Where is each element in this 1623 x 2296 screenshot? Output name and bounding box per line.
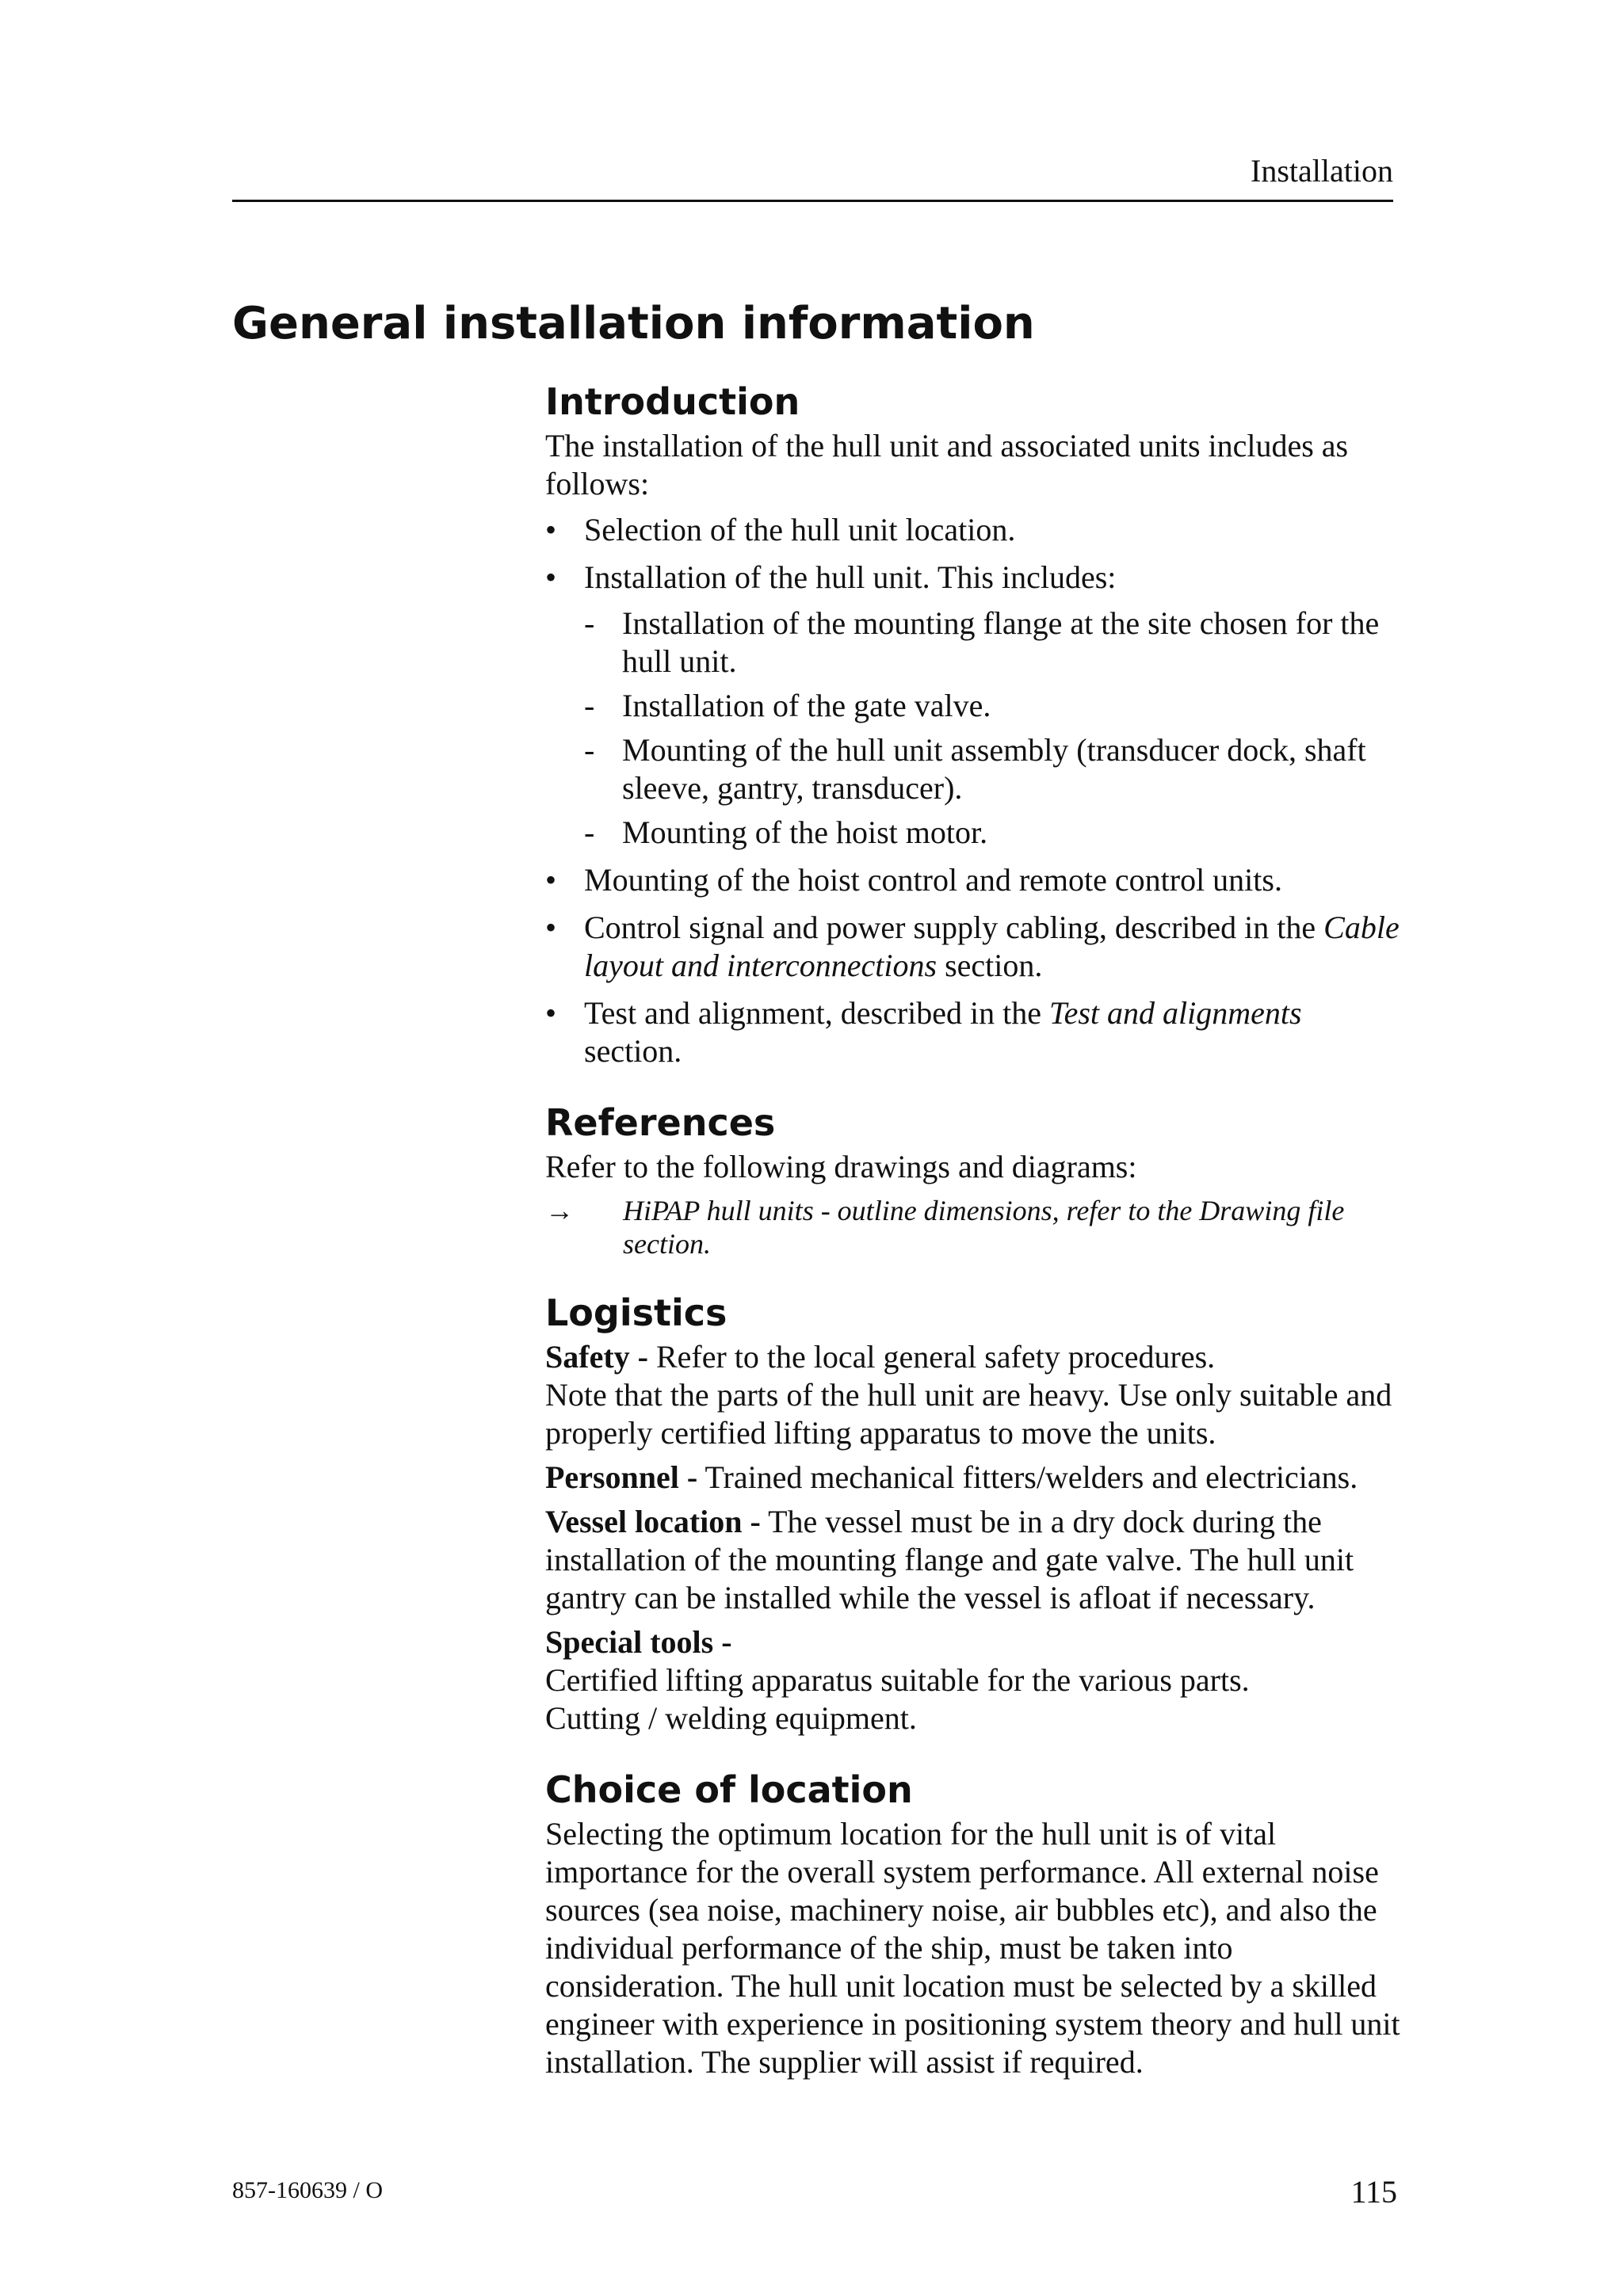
introduction-section (545, 376, 1401, 1070)
chapter-title: General installation information (232, 298, 1035, 349)
dash-icon: - (584, 688, 595, 723)
running-header: Installation (1251, 153, 1393, 189)
safety-note: Note that the parts of the hull unit are heavy. Use only suitable and properly certified lifting apparatus to move the units. (545, 1377, 1392, 1451)
introduction-text: The installation of the hull unit and associated units includes as follows: (545, 428, 1349, 502)
sub-list-item (584, 605, 1401, 681)
sub-list-item (584, 814, 1401, 852)
sub-list-item (584, 687, 1401, 725)
choice-of-location-heading: Choice of location (545, 1768, 913, 1811)
dash-icon: - (584, 732, 595, 768)
arrow-right-icon: → (545, 1195, 574, 1226)
list-item-text: Mounting of the hoist control and remote control units. (584, 862, 1282, 898)
safety-paragraph (545, 1338, 1401, 1376)
introduction-list (545, 511, 1401, 1070)
choice-of-location-section (545, 1764, 1401, 2081)
sub-list-item (584, 731, 1401, 807)
list-item-text-pre: Test and alignment, described in the (584, 995, 1050, 1031)
bullet-icon: • (545, 512, 557, 547)
bullet-icon: • (545, 559, 557, 595)
dash-icon: - (584, 814, 595, 850)
list-item-text: Selection of the hull unit location. (584, 512, 1016, 547)
list-item-text-post: section. (937, 948, 1043, 983)
list-item (545, 994, 1401, 1070)
references-section (545, 1097, 1401, 1261)
logistics-section (545, 1287, 1401, 1737)
introduction-heading: Introduction (545, 380, 800, 423)
personnel-paragraph (545, 1459, 1401, 1497)
list-item-text: Installation of the hull unit. This includes: (584, 559, 1117, 595)
sub-list-item-text: Mounting of the hoist motor. (622, 814, 988, 850)
sub-list-item-text: Installation of the gate valve. (622, 688, 991, 723)
sub-list-item-text: Installation of the mounting flange at the site chosen for the hull unit. (622, 605, 1380, 679)
list-item-text-post: section. (584, 1033, 682, 1069)
dash-icon: - (584, 605, 595, 641)
header-rule (232, 200, 1393, 202)
bullet-icon: • (545, 910, 557, 945)
section-reference: Cable layout and interconnections (584, 910, 1400, 983)
list-item-text-pre: Control signal and power supply cabling, described in the (584, 910, 1324, 945)
sub-list (584, 605, 1401, 852)
list-item (545, 559, 1401, 852)
bullet-icon: • (545, 862, 557, 898)
list-item (545, 909, 1401, 985)
reference-item (545, 1194, 1401, 1261)
references-heading: References (545, 1101, 776, 1144)
logistics-heading: Logistics (545, 1291, 727, 1334)
safety-label: Safety - (545, 1339, 648, 1375)
bullet-icon: • (545, 995, 557, 1031)
list-item (545, 861, 1401, 899)
section-reference: Test and alignments (1049, 995, 1302, 1031)
page-number: 115 (1350, 2174, 1397, 2210)
special-tools-line: Certified lifting apparatus suitable for the various parts. (545, 1662, 1250, 1698)
document-number: 857-160639 / O (232, 2177, 383, 2203)
vessel-location-label: Vessel location - (545, 1504, 761, 1539)
list-item (545, 511, 1401, 549)
sub-list-item-text: Mounting of the hull unit assembly (transducer dock, shaft sleeve, gantry, transducer). (622, 732, 1366, 806)
vessel-location-text: The vessel must be in a dry dock during the installation of the mounting flange and gate valve. The hull unit gantry can be installed while the vessel is afloat if necessary. (545, 1504, 1354, 1615)
choice-of-location-text: Selecting the optimum location for the hull unit is of vital importance for the overall system performance. All external noise sources (sea noise, machinery noise, air bubbles etc), and also the individual performance of the ship, must be taken into consideration. The hull unit location must be selected by a skilled engineer with experience in positioning system theory and hull unit installation. The supplier will assist if required. (545, 1816, 1400, 2080)
special-tools-label-line (545, 1623, 1401, 1661)
personnel-label: Personnel - (545, 1459, 698, 1495)
special-tools-line: Cutting / welding equipment. (545, 1700, 917, 1736)
references-text: Refer to the following drawings and diagrams: (545, 1149, 1137, 1184)
vessel-location-paragraph (545, 1503, 1401, 1617)
safety-text: Refer to the local general safety procedures. (647, 1339, 1216, 1375)
special-tools-label: Special tools - (545, 1624, 732, 1660)
personnel-text: Trained mechanical fitters/welders and electricians. (697, 1459, 1358, 1495)
main-content (545, 376, 1401, 2081)
reference-item-text: HiPAP hull units - outline dimensions, refer to the Drawing file section. (623, 1195, 1345, 1260)
